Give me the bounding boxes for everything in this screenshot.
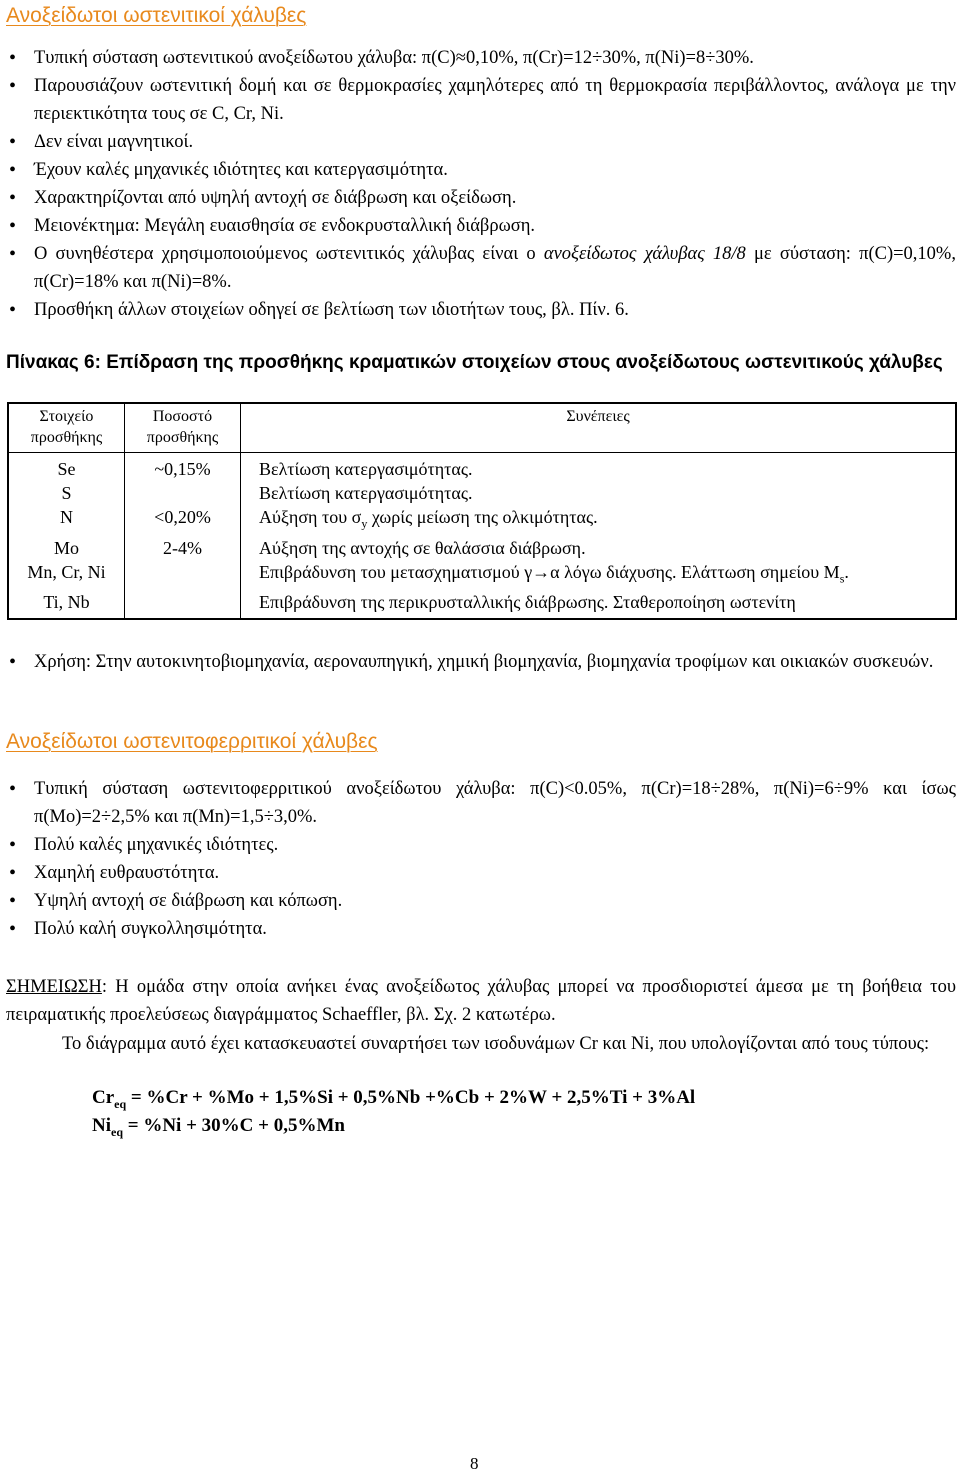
section-title-austenitic: Ανοξείδωτοι ωστενιτικοί χάλυβες <box>6 4 307 27</box>
cell-element: N <box>8 505 125 536</box>
list-item: • Χαρακτηρίζονται από υψηλή αντοχή σε διάβρωση και οξείδωση. <box>0 184 956 212</box>
list-item <box>0 240 956 296</box>
cell-effect: Αύξηση της αντοχής σε θαλάσσια διάβρωση. <box>259 537 586 558</box>
bullet-text: Ο συνηθέστερα χρησιμοποιούμενος ωστενιτικός χάλυβας είναι ο <box>34 244 544 264</box>
cell-element: Se <box>8 453 125 482</box>
bullet-text: με σύσταση: π(C)=0,10%, π(Cr)=18% και π(Ni)=8%. <box>34 244 956 292</box>
bullet-italic-text: ανοξείδωτος χάλυβας 18/8 <box>543 244 746 264</box>
usage-bullet-list <box>0 648 956 676</box>
cell-element: Mo <box>8 536 125 560</box>
cell-element: Ti, Nb <box>8 590 125 619</box>
list-item: • Δεν είναι μαγνητικοί. <box>0 128 956 156</box>
ni-eq-formula <box>92 1112 345 1146</box>
list-item: • Χαμηλή ευθραυστότητα. <box>0 859 956 887</box>
header-element-line1: Στοιχείο <box>39 408 94 425</box>
cell-effect <box>241 505 957 536</box>
formula-subscript: eq <box>111 1124 123 1139</box>
cell-percent: 2-4% <box>125 536 241 560</box>
effect-text: Αύξηση του σ <box>259 507 362 527</box>
table-caption: Πίνακας 6: Επίδραση της προσθήκης κραματικών στοιχείων στους ανοξείδωτους ωστενιτικούς χάλυβες <box>6 352 943 373</box>
effect-subscript: s <box>839 571 845 586</box>
list-item: • Τυπική σύσταση ωστενιτοφερριτικού ανοξείδωτου χάλυβα: π(C)<0.05%, π(Cr)=18÷28%, π(Ni)=6÷9% και ίσως π(Mo)=2÷2,5% και π(Mn)=1,5÷3,0%. <box>0 775 956 831</box>
cell-percent <box>125 560 241 591</box>
formula-subscript: eq <box>114 1096 127 1111</box>
formula-rhs: = %Ni + 30%C + 0,5%Mn <box>123 1115 345 1136</box>
table-row <box>8 560 956 591</box>
effect-text: . <box>844 561 849 582</box>
cell-element: Mn, Cr, Ni <box>8 560 125 591</box>
table-row <box>8 481 956 505</box>
cell-effect <box>241 560 957 591</box>
list-item: • Προσθήκη άλλων στοιχείων οδηγεί σε βελτίωση των ιδιοτήτων τους, βλ. Πίν. 6. <box>0 296 956 324</box>
header-element-line2: προσθήκης <box>30 429 103 446</box>
note-paragraph <box>6 973 956 1029</box>
cell-effect: Βελτίωση κατεργασιμότητας. <box>259 459 473 479</box>
effect-text: χωρίς μείωση της ολκιμότητας. <box>367 507 598 527</box>
duplex-bullet-list <box>0 775 956 943</box>
note-text: : Η ομάδα στην οποία ανήκει ένας ανοξείδωτος χάλυβας μπορεί να προσδιοριστεί άμεσα με τη βοήθεια του πειραματικής προελεύσεως διαγράμματος Schaeffler, βλ. Σχ. 2 κατωτέρω. <box>6 977 956 1025</box>
effect-subscript: y <box>361 516 368 531</box>
cell-percent <box>125 590 241 619</box>
list-item: • Παρουσιάζουν ωστενιτική δομή και σε θερμοκρασίες χαμηλότερες από τη θερμοκρασία περιβάλλοντος, ανάλογα με την περιεκτικότητα τους σε C, Cr, Ni. <box>0 72 956 128</box>
austenitic-bullet-list <box>0 44 956 324</box>
alloy-elements-table <box>7 402 957 620</box>
table-row <box>8 505 956 536</box>
table-header-row <box>8 403 956 453</box>
list-item: • Χρήση: Στην αυτοκινητοβιομηχανία, αεροναυπηγική, χημική βιομηχανία, βιομηχανία τροφίμων και οικιακών συσκευών. <box>0 648 956 676</box>
effect-text: Επιβράδυνση του μετασχηματισμού γ→α λόγω διάχυσης. Ελάττωση σημείου M <box>259 561 840 582</box>
formula-lhs: Ni <box>92 1115 111 1136</box>
formula-rhs: = %Cr + %Mo + 1,5%Si + 0,5%Nb +%Cb + 2%W + 2,5%Ti + 3%Al <box>126 1087 696 1108</box>
header-effects: Συνέπειες <box>241 403 957 453</box>
cell-percent: ~0,15% <box>125 453 241 482</box>
list-item: • Υψηλή αντοχή σε διάβρωση και κόπωση. <box>0 887 956 915</box>
cell-element: S <box>8 481 125 505</box>
header-element <box>8 403 125 453</box>
list-item: • Πολύ καλή συγκολλησιμότητα. <box>0 915 956 943</box>
list-item: • Πολύ καλές μηχανικές ιδιότητες. <box>0 831 956 859</box>
list-item: • Μειονέκτημα: Μεγάλη ευαισθησία σε ενδοκρυσταλλική διάβρωση. <box>0 212 956 240</box>
cell-effect: Βελτίωση κατεργασιμότητας. <box>259 483 473 503</box>
cell-effect: Επιβράδυνση της περικρυσταλλικής διάβρωσης. Σταθεροποίηση ωστενίτη <box>259 592 796 613</box>
table-row <box>8 536 956 560</box>
table-row <box>8 453 956 482</box>
page-number: 8 <box>470 1454 479 1473</box>
section-title-duplex: Ανοξείδωτοι ωστενιτοφερριτικοί χάλυβες <box>6 730 378 753</box>
header-percent-line2: προσθήκης <box>146 429 219 446</box>
cell-percent <box>125 481 241 505</box>
list-item: • Έχουν καλές μηχανικές ιδιότητες και κατεργασιμότητα. <box>0 156 956 184</box>
cell-percent: <0,20% <box>125 505 241 536</box>
table-row <box>8 590 956 619</box>
note-paragraph-2: Το διάγραμμα αυτό έχει κατασκευαστεί συναρτήσει των ισοδυνάμων Cr και Ni, που υπολογίζονται από τους τύπους: <box>62 1034 930 1054</box>
note-label: ΣΗΜΕΙΩΣΗ <box>6 977 102 997</box>
header-percent-line1: Ποσοστό <box>152 408 213 425</box>
list-item: • Τυπική σύσταση ωστενιτικού ανοξείδωτου χάλυβα: π(C)≈0,10%, π(Cr)=12÷30%, π(Ni)=8÷30%. <box>0 44 956 72</box>
formula-lhs: Cr <box>92 1087 115 1108</box>
header-percent <box>125 403 241 453</box>
